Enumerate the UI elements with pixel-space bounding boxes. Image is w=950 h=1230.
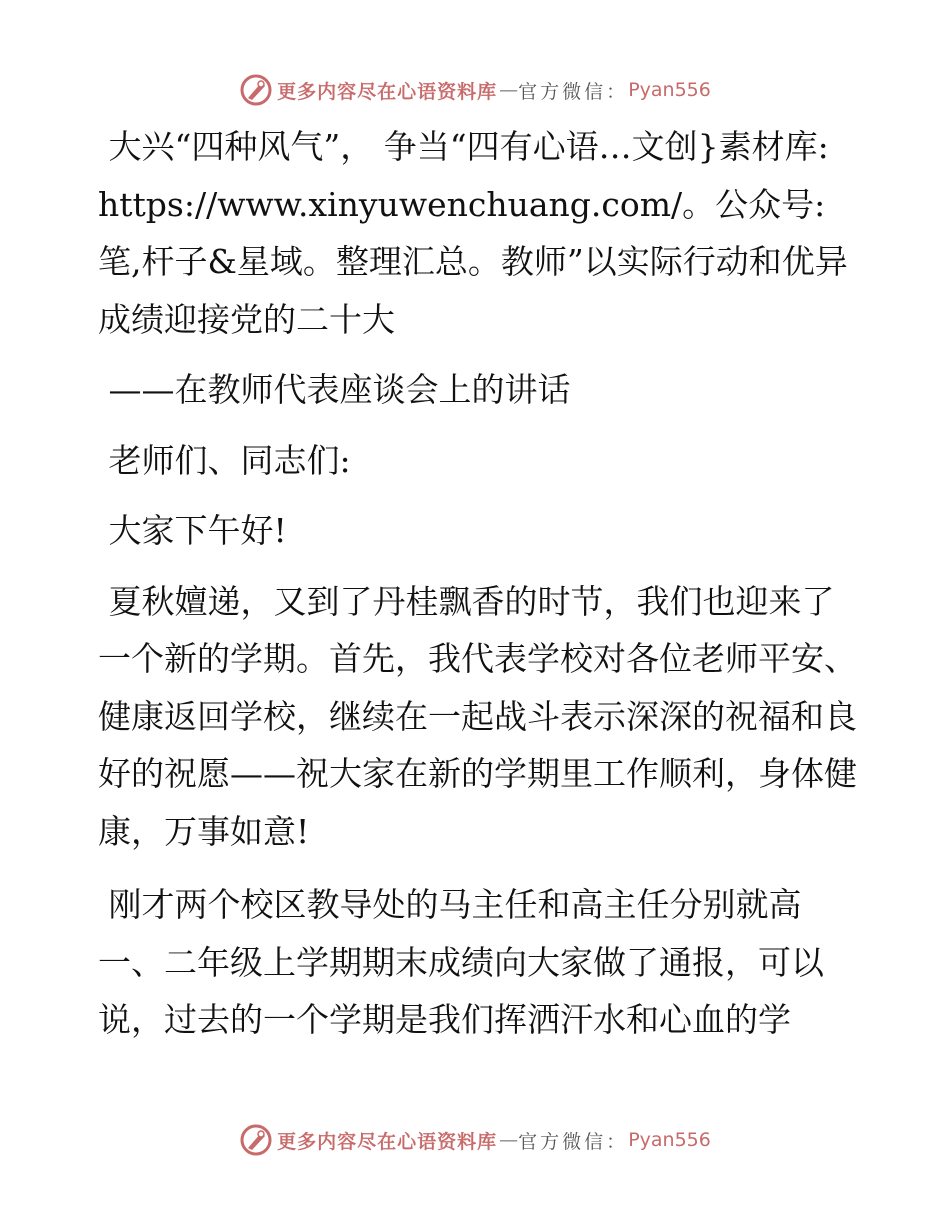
watermark-main-text: 更多内容尽在心语资料库 — [277, 80, 498, 103]
pen-logo-icon — [239, 73, 273, 107]
subtitle-paragraph: ——在教师代表座谈会上的讲话 — [98, 370, 571, 409]
greeting-paragraph: 大家下午好! — [98, 511, 287, 550]
watermark-wechat-label: 官方微信： — [518, 80, 629, 103]
watermark-wechat-label: 官方微信： — [518, 1130, 629, 1153]
watermark-wechat-id: Pyan556 — [628, 79, 711, 101]
header-watermark — [0, 70, 950, 110]
title-paragraph: 大兴“四种风气”， 争当“四有心语…文创}素材库: https://www.xinyuwenchuang.com/。公众号: 笔,杆子&星域。整理汇总。教师”以实际行动和优异成绩迎接党的二十大 — [98, 127, 848, 339]
footer-watermark — [0, 1120, 950, 1160]
salutation-paragraph: 老师们、同志们: — [98, 440, 351, 480]
watermark-wechat-id: Pyan556 — [628, 1129, 711, 1151]
body-paragraph: 夏秋嬗递，又到了丹桂飘香的时节，我们也迎来了一个新的学期。首先，我代表学校对各位老师平安、健康返回学校，继续在一起战斗表示深深的祝福和良好的祝愿——祝大家在新的学期里工作顺利，身体健康，万事如意! — [98, 581, 857, 851]
watermark-dash: — — [499, 79, 519, 101]
pen-logo-icon — [239, 1123, 273, 1157]
watermark-main-text: 更多内容尽在心语资料库 — [277, 1130, 498, 1153]
body-paragraph: 刚才两个校区教导处的马主任和高主任分别就高一、二年级上学期期末成绩向大家做了通报，可以说，过去的一个学期是我们挥洒汗水和心血的学 — [98, 885, 824, 1039]
document-body — [98, 118, 858, 1049]
watermark-dash: — — [499, 1129, 519, 1151]
